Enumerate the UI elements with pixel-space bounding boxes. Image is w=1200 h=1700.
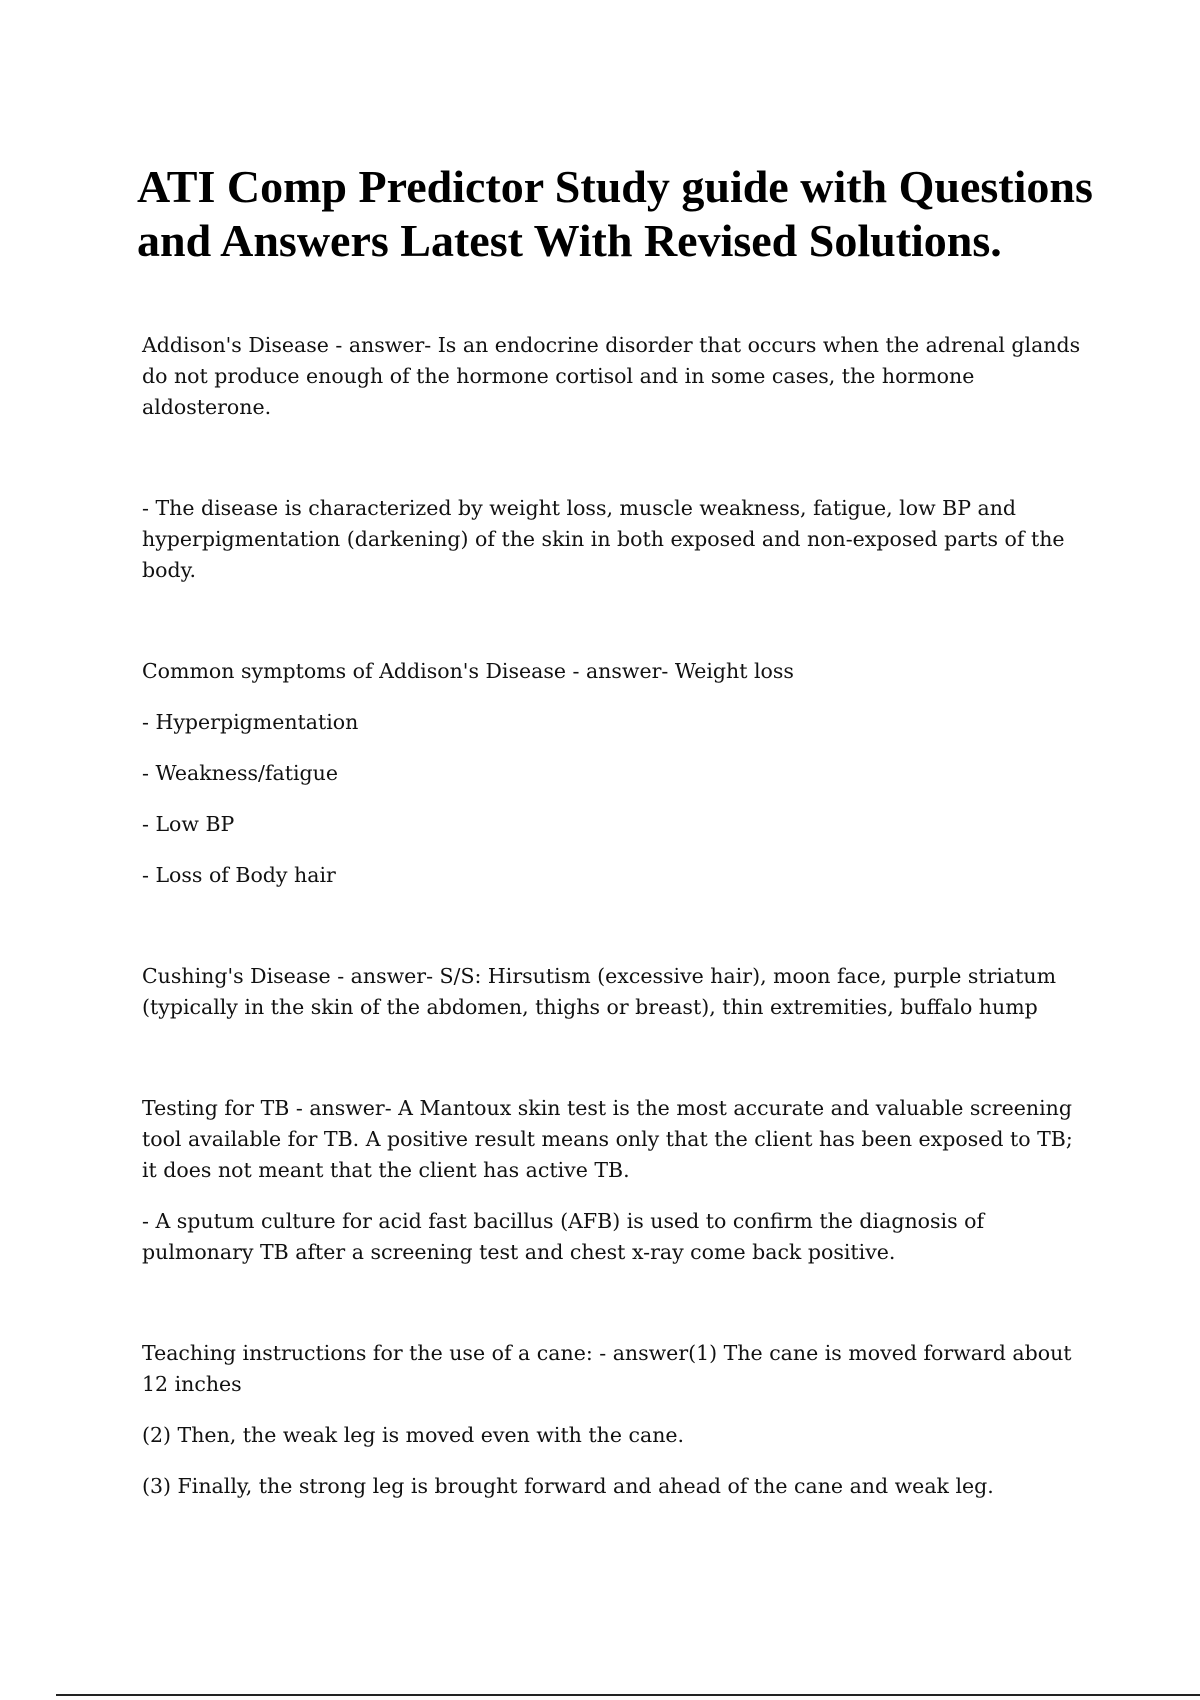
paragraph-cane-instructions: Teaching instructions for the use of a cane: - answer(1) The cane is moved forward about 12 inches	[142, 1341, 1072, 1396]
paragraph-addisons-symptoms: Common symptoms of Addison's Disease - answer- Weight loss	[142, 659, 794, 683]
document-body	[142, 330, 1092, 1502]
paragraph-addisons-characteristics: - The disease is characterized by weight loss, muscle weakness, fatigue, low BP and hyperpigmentation (darkening) of the skin in both exposed and non-exposed parts of the body.	[142, 496, 1065, 582]
list-item-body-hair: - Loss of Body hair	[142, 863, 336, 887]
list-item-low-bp: - Low BP	[142, 812, 235, 836]
list-item-cane-step-2: (2) Then, the weak leg is moved even with the cane.	[142, 1423, 685, 1447]
document-title: ATI Comp Predictor Study guide with Questions and Answers Latest With Revised Solutions.	[137, 161, 1093, 266]
paragraph-tb-testing: Testing for TB - answer- A Mantoux skin test is the most accurate and valuable screening tool available for TB. A positive result means only that the client has been exposed to TB; it does not meant that the client has active TB.	[142, 1096, 1073, 1182]
list-item-weakness: - Weakness/fatigue	[142, 761, 338, 785]
list-item-hyperpigmentation: - Hyperpigmentation	[142, 710, 359, 734]
footer-rule	[56, 1694, 1200, 1696]
list-item-cane-step-3: (3) Finally, the strong leg is brought forward and ahead of the cane and weak leg.	[142, 1474, 994, 1498]
paragraph-tb-sputum: - A sputum culture for acid fast bacillus (AFB) is used to confirm the diagnosis of pulmonary TB after a screening test and chest x-ray come back positive.	[142, 1209, 985, 1264]
paragraph-cushings: Cushing's Disease - answer- S/S: Hirsutism (excessive hair), moon face, purple striatum (typically in the skin of the abdomen, thighs or breast), thin extremities, buffalo hump	[142, 964, 1057, 1019]
paragraph-addisons-definition: Addison's Disease - answer- Is an endocrine disorder that occurs when the adrenal glands do not produce enough of the hormone cortisol and in some cases, the hormone aldosterone.	[142, 333, 1081, 419]
